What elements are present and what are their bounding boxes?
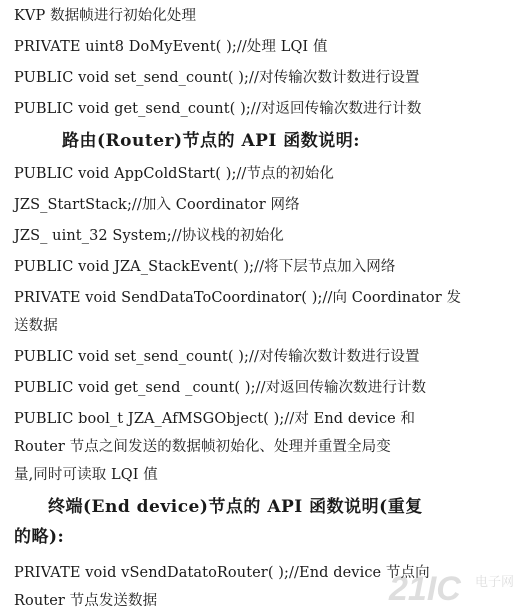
text-line-13: PUBLIC void get_send _count( );//对返回传输次数进行计数 [14, 380, 427, 396]
section-heading-end-device: 终端(End device)节点的 API 函数说明(重复 [48, 497, 423, 517]
text-line-8: JZS_ uint_32 System;//协议栈的初始化 [14, 228, 284, 244]
text-line-14: PUBLIC bool_t JZA_AfMSGObject( );//对 End device 和 [14, 411, 416, 427]
text-line-20: Router 节点发送数据 [14, 593, 158, 609]
text-line-10: PRIVATE void SendDataToCoordinator( );//向 Coordinator 发 [14, 290, 462, 306]
text-line-19: PRIVATE void vSendDatatoRouter( );//End device 节点向 [14, 565, 430, 581]
text-line-11: 送数据 [14, 318, 58, 334]
text-line-16: 量,同时可读取 LQI 值 [14, 467, 158, 483]
text-line-3: PUBLIC void set_send_count( );//对传输次数计数进行设置 [14, 70, 420, 86]
svg-text:21IC: 21IC [389, 570, 461, 608]
text-line-12: PUBLIC void set_send_count( );//对传输次数计数进行设置 [14, 349, 420, 365]
text-line-9: PUBLIC void JZA_StackEvent( );//将下层节点加入网络 [14, 259, 396, 275]
section-heading-router: 路由(Router)节点的 API 函数说明: [62, 131, 361, 151]
text-line-2: PRIVATE uint8 DoMyEvent( );//处理 LQI 值 [14, 39, 328, 55]
text-line-1: KVP 数据帧进行初始化处理 [14, 8, 197, 24]
text-line-15: Router 节点之间发送的数据帧初始化、处理并重置全局变 [14, 439, 391, 455]
text-line-7: JZS_StartStack;//加入 Coordinator 网络 [14, 197, 300, 213]
svg-text:电子网: 电子网 [475, 575, 515, 590]
text-line-6: PUBLIC void AppColdStart( );//节点的初始化 [14, 166, 335, 182]
section-heading-end-device-cont: 的略): [14, 527, 65, 547]
text-line-4: PUBLIC void get_send_count( );//对返回传输次数进行计数 [14, 101, 422, 117]
